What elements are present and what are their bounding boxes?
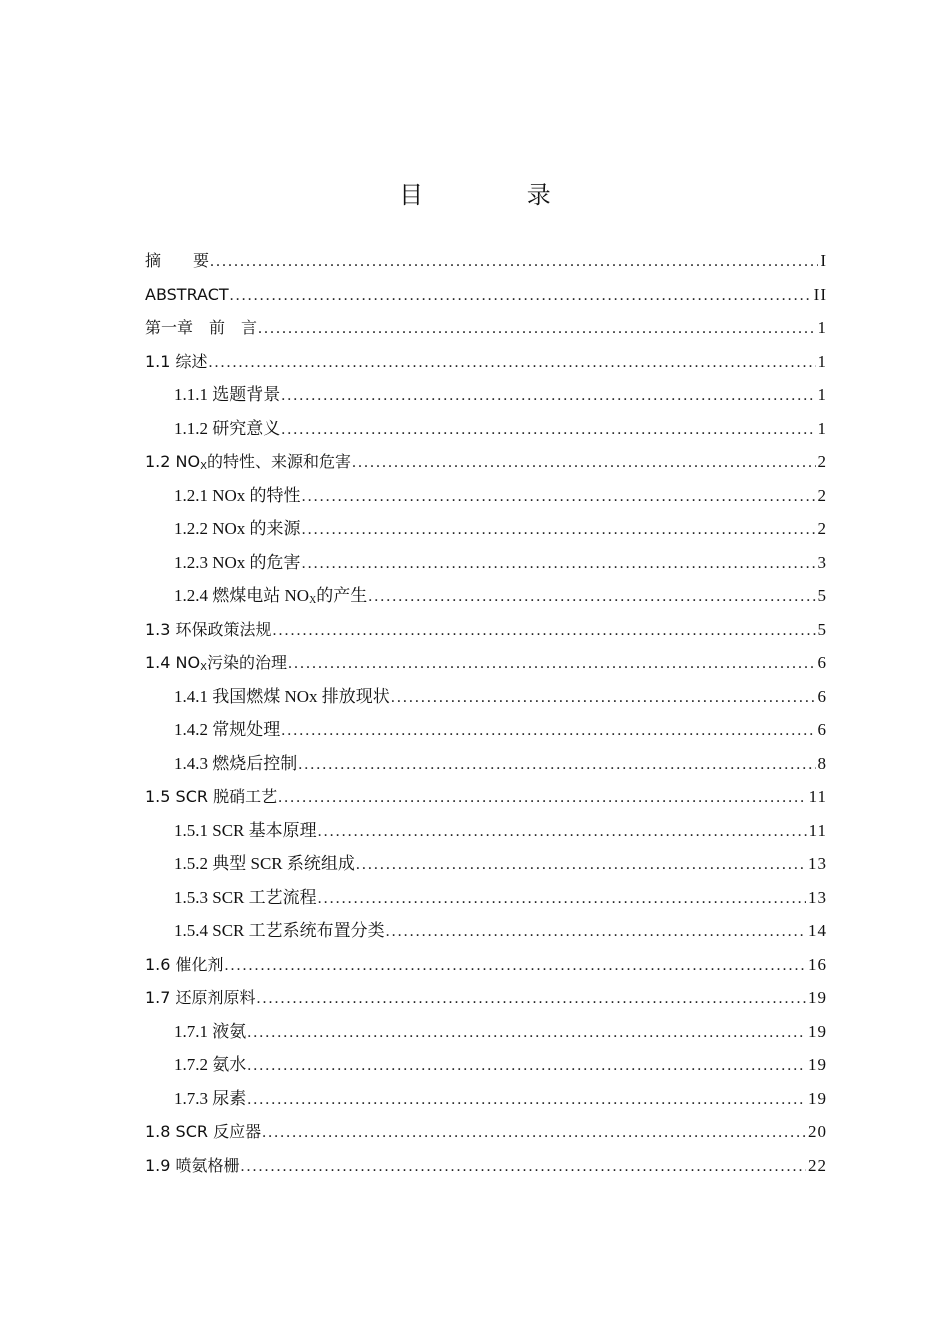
toc-entry[interactable] [145, 479, 827, 513]
toc-dot-leader [258, 312, 815, 346]
toc-page-number: 11 [808, 820, 827, 840]
toc-page-number: I [820, 251, 827, 270]
toc-entry[interactable] [145, 747, 827, 781]
toc-entry[interactable] [145, 1082, 827, 1116]
toc-entry-title-text: 1.2 NO [145, 452, 201, 471]
toc-page-number: 13 [808, 887, 827, 907]
toc-entry[interactable] [145, 613, 827, 647]
toc-entry-title-text: ABSTRACT [145, 284, 229, 304]
toc-entry-title [174, 680, 390, 714]
page-title: 目 录 [399, 181, 599, 209]
toc-entry-title-text: 摘 要 [145, 251, 210, 270]
toc-entry[interactable] [145, 981, 827, 1015]
toc-entry-title [145, 780, 277, 814]
toc-dot-leader [209, 346, 816, 380]
toc-entry-title-text: 1.5.2 典型 SCR 系统组成 [174, 854, 355, 873]
toc-dot-leader [356, 848, 806, 882]
toc-entry-title-text: 1.2.4 燃煤电站 NO [174, 586, 310, 605]
toc-page-number: 19 [808, 1021, 827, 1041]
toc-dot-leader [241, 1150, 806, 1184]
toc-entry-title [145, 981, 256, 1015]
toc-entry-title [174, 1048, 246, 1082]
toc-entry-title-text: 第一章 前 言 [145, 318, 258, 337]
toc-entry-title [174, 512, 301, 546]
toc-entry[interactable] [145, 1015, 827, 1049]
toc-dot-leader [257, 982, 806, 1016]
toc-page-number: 14 [808, 921, 827, 940]
toc-page-number: 2 [817, 519, 827, 538]
toc-page-number: 6 [817, 686, 827, 706]
toc-entry-title [174, 479, 301, 513]
toc-dot-leader [368, 580, 815, 614]
toc-entry-title-text: 1.6 催化剂 [145, 954, 224, 974]
toc-entry[interactable] [145, 847, 827, 881]
toc-entry-title-text: 1.1.1 选题背景 [174, 385, 281, 404]
toc-entry-title-text: 1.1 综述 [145, 351, 208, 371]
toc-entry[interactable] [145, 278, 827, 312]
toc-dot-leader [318, 815, 807, 849]
toc-page-number: 1 [817, 351, 827, 371]
toc-entry-title [174, 747, 297, 781]
toc-entry[interactable] [145, 512, 827, 546]
toc-dot-leader [302, 547, 816, 581]
toc-page-number: 8 [817, 753, 827, 773]
toc-dot-leader [278, 781, 807, 815]
toc-entry-title-text: 1.4.1 我国燃煤 NOx 排放现状 [174, 686, 390, 706]
toc-page-number: 22 [808, 1155, 827, 1175]
toc-dot-leader [262, 1116, 806, 1150]
toc-entry-title [174, 713, 280, 747]
toc-page-number: 19 [808, 1055, 827, 1074]
toc-entry-title-text: 1.4.3 燃烧后控制 [174, 753, 298, 773]
toc-entry-title [145, 948, 224, 982]
toc-dot-leader [281, 379, 815, 413]
toc-dot-leader [281, 413, 815, 447]
toc-entry[interactable] [145, 546, 827, 580]
toc-entry-title-text: 1.4 NO [145, 653, 201, 672]
toc-entry-title [174, 412, 280, 446]
toc-entry-title-text: 1.7 还原剂原料 [145, 988, 256, 1007]
toc-dot-leader [247, 1049, 806, 1083]
toc-entry-title-text: 1.2.1 NOx 的特性 [174, 485, 301, 505]
toc-entry-title-suffix: 的产生 [316, 586, 368, 605]
toc-entry-title-text: 1.1.2 研究意义 [174, 418, 281, 438]
toc-entry-title [145, 345, 208, 379]
toc-entry-title [174, 1082, 246, 1116]
toc-entry-subscript: X [309, 595, 317, 606]
toc-entry-title [145, 278, 229, 312]
toc-dot-leader [391, 681, 816, 715]
toc-dot-leader [247, 1083, 806, 1117]
toc-dot-leader [273, 614, 816, 648]
toc-entry-title-text: 1.5.1 SCR 基本原理 [174, 820, 317, 840]
toc-page-number: 19 [808, 1088, 827, 1108]
toc-entry-title [145, 646, 287, 680]
toc-entry-title-text: 1.5 SCR 脱硝工艺 [145, 787, 278, 806]
toc-entry[interactable] [145, 713, 827, 747]
toc-page-number: 5 [817, 586, 827, 605]
toc-page-number: 19 [808, 988, 827, 1007]
toc-entry[interactable] [145, 881, 827, 915]
toc-page-number: 11 [808, 787, 827, 806]
toc-entry-subscript: X [200, 662, 207, 673]
toc-entry-title-text: 1.8 SCR 反应器 [145, 1122, 262, 1141]
toc-dot-leader [352, 446, 816, 480]
toc-dot-leader [302, 513, 816, 547]
toc-entry[interactable] [145, 780, 827, 814]
toc-entry-title-text: 1.7.3 尿素 [174, 1088, 247, 1108]
toc-entry[interactable] [145, 378, 827, 412]
toc-entry-title [174, 579, 367, 613]
toc-entry-title [174, 847, 355, 881]
toc-page-number: 1 [817, 385, 827, 404]
toc-entry[interactable] [145, 445, 827, 479]
toc-entry-title [174, 546, 301, 580]
toc-entry-title [174, 814, 317, 848]
toc-dot-leader [225, 949, 806, 983]
toc-entry[interactable] [145, 1048, 827, 1082]
toc-page-number: 16 [808, 954, 827, 974]
toc-entry[interactable] [145, 311, 827, 345]
toc-dot-leader [386, 915, 806, 949]
toc-dot-leader [302, 480, 816, 514]
toc-page-number: 1 [817, 318, 827, 337]
toc-entry[interactable] [145, 914, 827, 948]
toc-entry-title [174, 1015, 246, 1049]
toc-entry-title [145, 1149, 240, 1183]
toc-entry[interactable] [145, 345, 827, 379]
toc-entry[interactable] [145, 814, 827, 848]
toc-entry-title [174, 881, 317, 915]
toc-entry-title-text: 1.2.2 NOx 的来源 [174, 519, 301, 538]
toc-page-number: 1 [817, 418, 827, 438]
toc-entry-title-text: 1.4.2 常规处理 [174, 720, 281, 739]
toc-dot-leader [281, 714, 815, 748]
toc-dot-leader [298, 748, 815, 782]
toc-entry-title-text: 1.9 喷氨格栅 [145, 1155, 240, 1175]
toc-entry[interactable] [145, 1115, 827, 1149]
toc-entry[interactable] [145, 948, 827, 982]
table-of-contents [145, 244, 827, 1182]
toc-page-number: 20 [808, 1122, 827, 1141]
toc-dot-leader [318, 882, 806, 916]
toc-page-number: 6 [817, 720, 827, 739]
toc-entry[interactable] [145, 680, 827, 714]
toc-entry-title [145, 445, 351, 479]
toc-entry-title [145, 613, 272, 647]
toc-entry-title-text: 1.7.2 氨水 [174, 1055, 247, 1074]
toc-dot-leader [210, 245, 818, 279]
toc-page-number: 2 [817, 452, 827, 471]
toc-page-number: 3 [817, 552, 827, 572]
toc-entry-title [145, 311, 257, 345]
toc-entry-subscript: X [200, 461, 207, 472]
toc-entry-title-text: 1.5.3 SCR 工艺流程 [174, 887, 317, 907]
toc-entry-title-suffix: 污染的治理 [206, 653, 287, 672]
toc-entry[interactable] [145, 1149, 827, 1183]
toc-entry-title-text: 1.2.3 NOx 的危害 [174, 552, 301, 572]
toc-page-number: 6 [817, 653, 827, 672]
toc-page-number: II [813, 284, 827, 304]
toc-entry-title [174, 378, 280, 412]
toc-page-number: 2 [817, 485, 827, 505]
toc-entry[interactable] [145, 412, 827, 446]
toc-entry-title-text: 1.3 环保政策法规 [145, 619, 272, 639]
toc-entry-title-suffix: 的特性、来源和危害 [206, 452, 351, 471]
toc-dot-leader [230, 279, 812, 313]
toc-dot-leader [247, 1016, 806, 1050]
toc-page-number: 13 [808, 854, 827, 873]
toc-entry-title-text: 1.7.1 液氨 [174, 1021, 247, 1041]
toc-entry[interactable] [145, 244, 827, 278]
toc-entry-title [145, 244, 209, 278]
toc-entry[interactable] [145, 646, 827, 680]
toc-entry[interactable] [145, 579, 827, 613]
toc-entry-title-text: 1.5.4 SCR 工艺系统布置分类 [174, 921, 385, 940]
toc-entry-title [145, 1115, 261, 1149]
toc-dot-leader [288, 647, 816, 681]
toc-page-number: 5 [817, 619, 827, 639]
toc-entry-title [174, 914, 385, 948]
